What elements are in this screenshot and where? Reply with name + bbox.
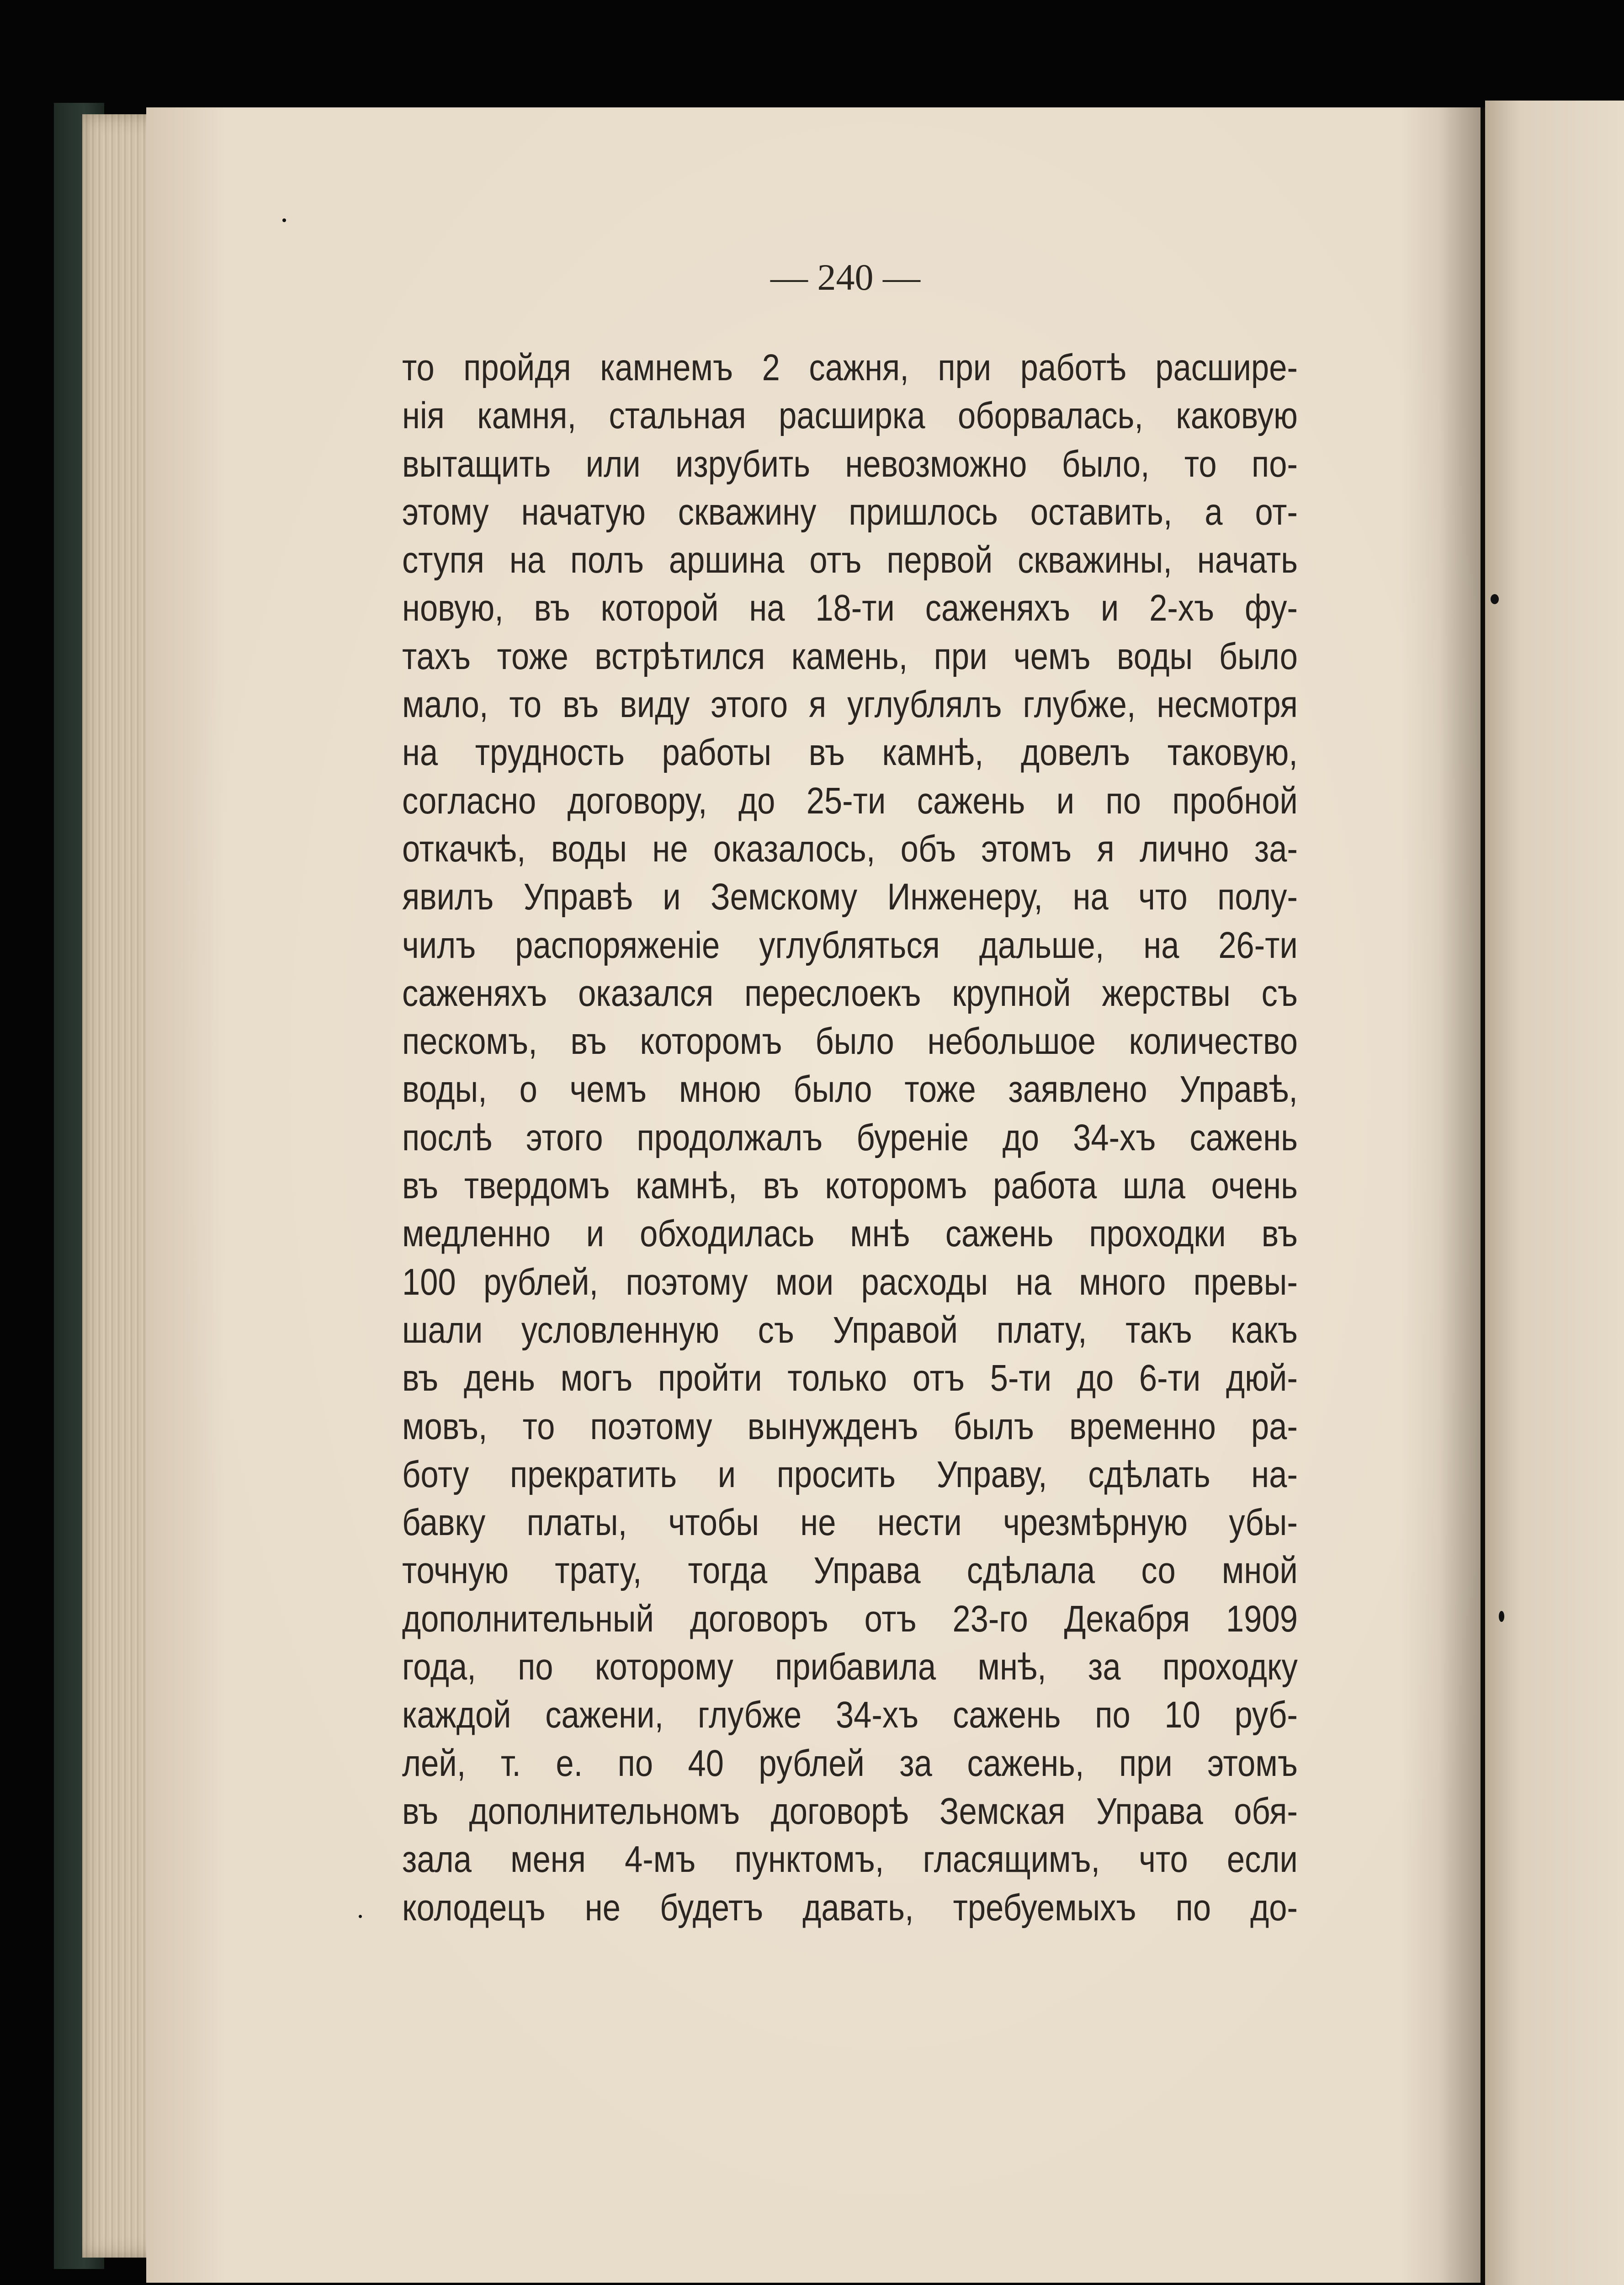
text-line: вытащить или изрубить невозможно было, то по- [402, 443, 1298, 485]
text-line: саженяхъ оказался перeслоекъ крупной жерствы съ [402, 972, 1298, 1014]
text-line: медленно и обходилась мнѣ сажень проходки въ [402, 1213, 1298, 1255]
text-line: шали условленную съ Управой плату, такъ какъ [402, 1309, 1298, 1351]
text-line: согласно договору, до 25-ти сажень и по пробной [402, 780, 1298, 822]
text-line: каждой сажени, глубже 34-хъ сажень по 10 руб- [402, 1694, 1298, 1736]
text-line: 100 рублей, поэтому мои расходы на много превы- [402, 1261, 1298, 1303]
text-line: бавку платы, чтобы не нести чрезмѣрную убы- [402, 1502, 1298, 1544]
text-line: то пройдя камнемъ 2 сажня, при работѣ расшире- [402, 347, 1298, 388]
text-line: дополнительный договоръ отъ 23-го Декабря 1909 [402, 1598, 1298, 1640]
text-line: этому начатую скважину пришлось оставить, а от- [402, 491, 1298, 533]
ink-speck [359, 1915, 362, 1918]
text-line: откачкѣ, воды не оказалось, объ этомъ я лично за- [402, 828, 1298, 870]
text-line: новую, въ которой на 18-ти саженяхъ и 2-хъ фу- [402, 587, 1298, 629]
text-line: въ день могъ пройти только отъ 5-ти до 6-ти дюй- [402, 1357, 1298, 1399]
page-number: — 240 — [770, 256, 920, 298]
text-line: явилъ Управѣ и Земскому Инженеру, на что полу- [402, 876, 1298, 918]
text-line: мовъ, то поэтому вынужденъ былъ временно ра- [402, 1405, 1298, 1447]
text-line: мало, то въ виду этого я углублялъ глубже, несмотря [402, 684, 1298, 726]
ink-speck [282, 218, 286, 222]
text-line: пескомъ, въ которомъ было небольшое количество [402, 1020, 1298, 1063]
text-line: на трудность работы въ камнѣ, довелъ таковую, [402, 732, 1298, 774]
text-line: въ твердомъ камнѣ, въ которомъ работа шла очень [402, 1165, 1298, 1207]
text-line: въ дополнительномъ договорѣ Земская Управа обя- [402, 1790, 1298, 1832]
ink-speck [1491, 594, 1499, 604]
text-line: боту прекратить и просить Управу, сдѣлать на- [402, 1453, 1298, 1495]
facing-page-edge [1485, 101, 1624, 2285]
text-line: тахъ тоже встрѣтился камень, при чемъ воды было [402, 635, 1298, 677]
text-line: лей, т. е. по 40 рублей за сажень, при этомъ [402, 1742, 1298, 1784]
text-line: чилъ распоряженіе углубляться дальше, на 26-ти [402, 924, 1298, 966]
ink-speck [1499, 1611, 1504, 1622]
text-line: точную трату, тогда Управа сдѣлала со мной [402, 1550, 1298, 1592]
text-line: нія камня, стальная расширка оборвалась, каковую [402, 395, 1298, 437]
text-line: послѣ этого продолжалъ буреніе до 34-хъ сажень [402, 1116, 1298, 1158]
text-line: колодецъ не будетъ давать, требуемыхъ по до- [402, 1886, 1298, 1929]
body-text [402, 344, 1298, 1932]
text-line: воды, о чемъ мною было тоже заявлено Управѣ, [402, 1068, 1298, 1111]
text-line: ступя на полъ аршина отъ первой скважины, начать [402, 539, 1298, 581]
text-line: года, по которому прибавила мнѣ, за проходку [402, 1646, 1298, 1688]
text-line: зала меня 4-мъ пунктомъ, гласящимъ, что если [402, 1839, 1298, 1881]
